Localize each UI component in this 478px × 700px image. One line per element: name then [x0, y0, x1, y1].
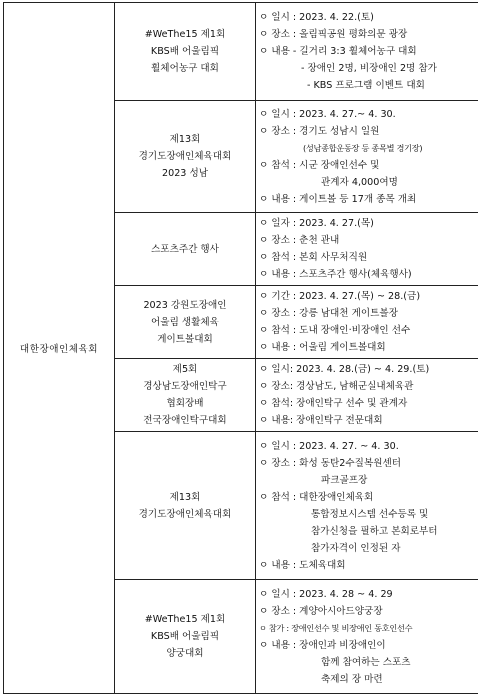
event-detail-line: (성남종합운동장 등 종목별 경기장) [303, 142, 423, 153]
event-name-cell [115, 3, 256, 101]
event-detail-line: ㅇ 참가 : 장애인선수 및 비장애인 동호인선수 [259, 622, 413, 633]
event-name-cell [115, 580, 256, 694]
event-detail-line: ㅇ 장소 : 춘천 관내 [259, 235, 340, 246]
event-details-cell [256, 101, 478, 213]
event-detail-line: ㅇ 장소 : 올림픽공원 평화의문 광장 [259, 29, 408, 40]
event-schedule-body [4, 3, 478, 694]
event-name-line: KBS배 어울림픽 [150, 46, 220, 57]
event-name-cell [115, 359, 256, 432]
event-name-line: KBS배 어울림픽 [150, 631, 220, 642]
event-detail-line: ㅇ 참석 : 대한장애인체육회 [259, 491, 374, 503]
event-detail-line: ㅇ 내용 : 어울림 게이트볼대회 [259, 342, 386, 353]
event-detail-line: 참가신청을 필하고 본회로부터 [311, 525, 438, 537]
event-detail-line: ㅇ 장소 : 계양아시아드양궁장 [259, 605, 383, 617]
event-detail-line: ㅇ 내용 : 도체육대회 [259, 559, 346, 571]
event-name-line: 제13회 [169, 134, 201, 145]
event-detail-line: ㅇ 장소 : 경기도 성남시 일원 [259, 125, 380, 137]
event-name-line: 전국장애인탁구대회 [143, 415, 227, 426]
event-detail-line: ㅇ 기간 : 2023. 4. 27.(목) ~ 28.(금) [259, 291, 421, 302]
event-name-cell [115, 101, 256, 213]
event-details-cell [256, 213, 478, 286]
event-detail-line: ㅇ 내용 : 장애인과 비장애인이 [259, 639, 386, 651]
event-detail-line: ㅇ 내용: 장애인탁구 전문대회 [259, 415, 383, 426]
event-detail-line: 통합정보시스템 선수등록 및 [311, 508, 429, 520]
event-name-line: 양궁대회 [166, 648, 204, 659]
event-details-cell [256, 3, 478, 101]
event-name-cell [115, 213, 256, 286]
event-detail-line: ㅇ 장소: 경상남도, 남해군실내체육관 [259, 381, 414, 392]
event-name-line: 제5회 [172, 364, 198, 375]
event-name-line: 2023 성남 [162, 168, 208, 179]
event-detail-line: ㅇ 일시: 2023. 4. 28.(금) ~ 4. 29.(토) [259, 364, 430, 375]
event-detail-line: ㅇ 장소 : 강릉 남대천 게이트볼장 [259, 308, 398, 319]
event-detail-line: ㅇ 참석 : 도내 장애인·비장애인 선수 [259, 325, 411, 336]
event-name-line: 경상남도장애인탁구 [143, 381, 227, 392]
event-name-line: 경기도장애인체육대회 [138, 508, 232, 520]
event-detail-line: ㅇ 장소 : 화성 동탄2수질복원센터 [259, 457, 402, 469]
event-name-cell [115, 432, 256, 580]
event-detail-line: ㅇ 일시 : 2023. 4. 27. ~ 4. 30. [259, 440, 399, 452]
event-name-line: 2023 강원도장애인 [143, 299, 227, 311]
document-table-container [3, 2, 473, 694]
event-detail-line: ㅇ 내용 - 길거리 3:3 휠체어농구 대회 [259, 46, 417, 57]
event-name-line: #WeThe15 제1회 [144, 29, 226, 40]
event-detail-line: - KBS 프로그램 이벤트 대회 [307, 80, 425, 91]
event-detail-line: ㅇ 참석 : 시군 장애인선수 및 [259, 159, 380, 171]
event-detail-line: 함께 참여하는 스포츠 [321, 656, 411, 668]
event-detail-line: 축제의 장 마련 [321, 673, 383, 685]
event-name-line: 협회장배 [166, 398, 204, 409]
event-name-line: 제13회 [169, 491, 201, 503]
organization-cell: 대한장애인체육회 [4, 3, 115, 694]
event-detail-line: ㅇ 일시 : 2023. 4. 28 ~ 4. 29 [259, 588, 393, 600]
event-detail-line: 파크골프장 [321, 474, 368, 486]
event-detail-line: 참가자격이 인정된 자 [311, 542, 401, 554]
event-row [4, 3, 478, 101]
event-name-line: #WeThe15 제1회 [144, 614, 226, 625]
event-detail-line: ㅇ 일시 : 2023. 4. 27.~ 4. 30. [259, 108, 396, 120]
event-detail-line: - 장애인 2명, 비장애인 2명 참가 [301, 63, 437, 74]
event-name-line: 휠체어농구 대회 [151, 63, 219, 74]
event-detail-line: ㅇ 내용 : 스포츠주간 행사(체육행사) [259, 269, 412, 280]
event-details-cell [256, 580, 478, 694]
event-name-line: 스포츠주간 행사 [151, 243, 219, 255]
event-details-cell [256, 286, 478, 359]
event-name-line: 게이트볼대회 [157, 333, 213, 345]
event-detail-line: ㅇ 내용 : 게이트볼 등 17개 종목 개최 [259, 193, 417, 205]
event-details-cell [256, 359, 478, 432]
event-detail-line: ㅇ 참석 : 본회 사무처직원 [259, 252, 368, 263]
event-name-line: 경기도장애인체육대회 [138, 151, 232, 162]
event-detail-line: ㅇ 일시 : 2023. 4. 22.(토) [259, 12, 374, 23]
event-name-line: 어울림 생활체육 [151, 316, 219, 328]
event-name-cell [115, 286, 256, 359]
event-detail-line: ㅇ 참석: 장애인탁구 선수 및 관계자 [259, 398, 408, 409]
event-detail-line: ㅇ 일자 : 2023. 4. 27.(목) [259, 218, 374, 229]
event-schedule-table [3, 2, 478, 694]
event-details-cell [256, 432, 478, 580]
event-detail-line: 관계자 4,000여명 [321, 176, 398, 188]
